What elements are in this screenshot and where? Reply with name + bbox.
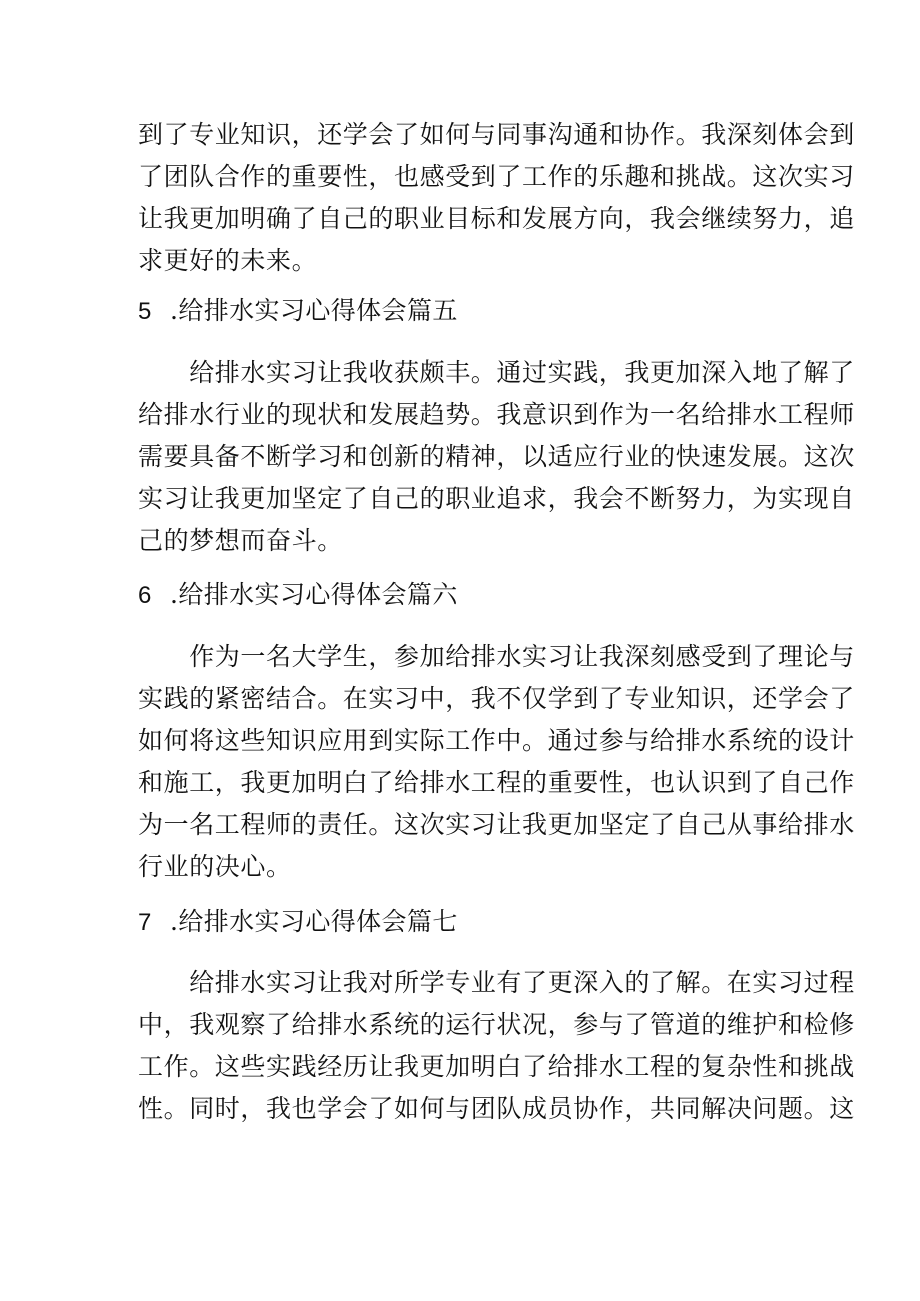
paragraph-line: 给排水实习让我收获颇丰。通过实践，我更加深入地了解了 bbox=[138, 358, 855, 387]
section-heading-5 bbox=[138, 290, 788, 332]
paragraph-line: 求更好的未来。 bbox=[138, 246, 318, 275]
heading-title: .给排水实习心得体会篇五 bbox=[170, 296, 458, 325]
paragraph-line: 需要具备不断学习和创新的精神，以适应行业的快速发展。这次 bbox=[138, 442, 855, 471]
section-heading-7 bbox=[138, 901, 788, 943]
paragraph-line: 和施工，我更加明白了给排水工程的重要性，也认识到了自己作 bbox=[138, 768, 855, 797]
heading-title: .给排水实习心得体会篇七 bbox=[170, 907, 458, 936]
paragraph-line: 为一名工程师的责任。这次实习让我更加坚定了自己从事给排水 bbox=[138, 810, 855, 839]
paragraph-line: 给排水实习让我对所学专业有了更深入的了解。在实习过程 bbox=[138, 968, 855, 997]
paragraph-section-7 bbox=[138, 962, 855, 1130]
paragraph-line: 工作。这些实践经历让我更加明白了给排水工程的复杂性和挑战 bbox=[138, 1052, 855, 1081]
paragraph-line: 作为一名大学生，参加给排水实习让我深刻感受到了理论与 bbox=[138, 642, 855, 671]
paragraph-line: 到了专业知识，还学会了如何与同事沟通和协作。我深刻体会到 bbox=[138, 120, 855, 149]
heading-number: 6 bbox=[138, 582, 152, 609]
paragraph-line: 实习让我更加坚定了自己的职业追求，我会不断努力，为实现自 bbox=[138, 484, 855, 513]
paragraph-section-5 bbox=[138, 352, 855, 562]
heading-number: 5 bbox=[138, 298, 152, 325]
paragraph-line: 给排水行业的现状和发展趋势。我意识到作为一名给排水工程师 bbox=[138, 400, 855, 429]
heading-title: .给排水实习心得体会篇六 bbox=[170, 580, 458, 609]
paragraph-section-6 bbox=[138, 636, 855, 888]
paragraph-continuation bbox=[138, 114, 855, 282]
paragraph-line: 了团队合作的重要性，也感受到了工作的乐趣和挑战。这次实习 bbox=[138, 162, 855, 191]
paragraph-line: 性。同时，我也学会了如何与团队成员协作，共同解决问题。这 bbox=[138, 1094, 855, 1123]
heading-number: 7 bbox=[138, 909, 152, 936]
paragraph-line: 让我更加明确了自己的职业目标和发展方向，我会继续努力，追 bbox=[138, 204, 855, 233]
paragraph-line: 中，我观察了给排水系统的运行状况，参与了管道的维护和检修 bbox=[138, 1010, 855, 1039]
paragraph-line: 实践的紧密结合。在实习中，我不仅学到了专业知识，还学会了 bbox=[138, 684, 855, 713]
paragraph-line: 己的梦想而奋斗。 bbox=[138, 526, 343, 555]
paragraph-line: 如何将这些知识应用到实际工作中。通过参与给排水系统的设计 bbox=[138, 726, 855, 755]
paragraph-line: 行业的决心。 bbox=[138, 852, 292, 881]
section-heading-6 bbox=[138, 574, 788, 616]
